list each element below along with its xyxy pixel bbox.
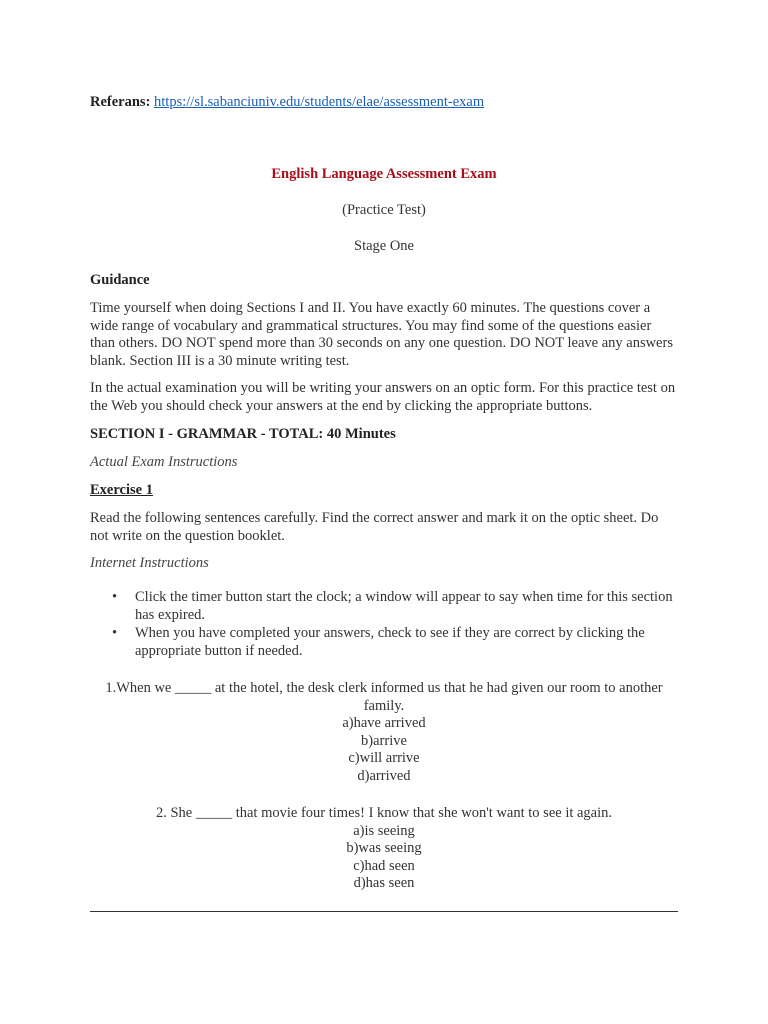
answer-option: b)was seeing: [346, 840, 422, 856]
internet-instructions: Internet Instructions: [90, 555, 209, 571]
answer-option: d)has seen: [353, 875, 415, 891]
list-item-text: When you have completed your answers, check to see if they are correct by clicking the appropriate button if needed.: [135, 625, 645, 659]
bullet-icon: •: [112, 589, 118, 605]
question-1: [90, 680, 678, 785]
answer-option: d)arrived: [357, 767, 411, 784]
divider: [90, 911, 678, 912]
exam-stage: Stage One: [354, 238, 414, 254]
list-item: [90, 625, 678, 660]
section-heading: SECTION I - GRAMMAR - TOTAL: 40 Minutes: [90, 426, 396, 442]
answer-option: c)had seen: [353, 857, 415, 874]
answer-option: c)will arrive: [348, 750, 420, 766]
answer-option: a)is seeing: [353, 822, 415, 839]
exercise-heading: Exercise 1: [90, 482, 153, 498]
guidance-heading: Guidance: [90, 272, 150, 288]
actual-exam-instructions: Actual Exam Instructions: [90, 454, 238, 470]
question-stem: 1.When we _____ at the hotel, the desk clerk informed us that he had given our room to another family.: [105, 680, 663, 714]
bullet-icon: •: [112, 625, 118, 641]
list-item-text: Click the timer button start the clock; a window will appear to say when time for this section has expired.: [135, 589, 673, 623]
instruction-list: [90, 589, 678, 661]
reference-label: Referans:: [90, 94, 151, 110]
question-2: [90, 805, 678, 893]
exam-subtitle: (Practice Test): [342, 202, 426, 218]
reference-link[interactable]: https://sl.sabanciuniv.edu/students/elae/assessment-exam: [154, 94, 485, 110]
exam-title: English Language Assessment Exam: [271, 166, 497, 182]
reference-line: [90, 93, 484, 111]
list-item: [90, 589, 678, 624]
guidance-paragraph-2: In the actual examination you will be writing your answers on an optic form. For this practice test on the Web you should check your answers at the end by clicking the appropriate buttons.: [90, 380, 676, 414]
question-stem: 2. She _____ that movie four times! I know that she won't want to see it again.: [155, 805, 613, 821]
answer-option: a)have arrived: [342, 715, 426, 731]
exercise-instructions: Read the following sentences carefully. Find the correct answer and mark it on the optic sheet. Do not write on the question booklet.: [90, 510, 659, 544]
guidance-paragraph-1: Time yourself when doing Sections I and II. You have exactly 60 minutes. The questions cover a wide range of vocabulary and grammatical structures. You may find some of the questions easier than others. DO NOT spend more than 30 seconds on any one question. DO NOT leave any answers blank. Section III is a 30 minute writing test.: [90, 300, 673, 369]
answer-option: b)arrive: [361, 732, 407, 749]
